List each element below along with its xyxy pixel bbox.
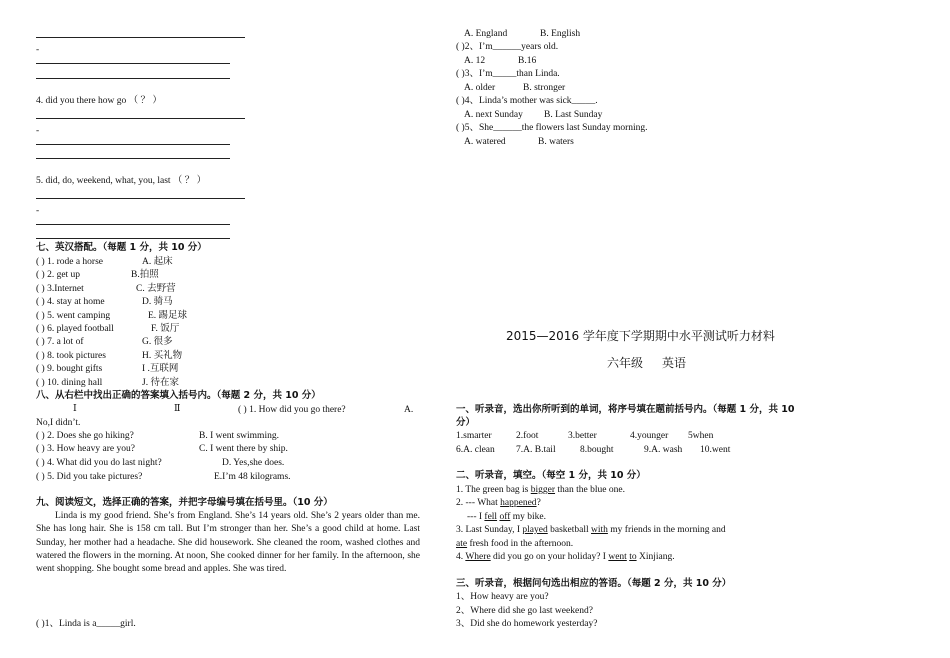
match-row-left: ( ) 2. get up xyxy=(36,270,81,280)
text: 3. Last Sunday, I xyxy=(456,525,523,535)
answer-line xyxy=(36,224,230,225)
text: did you go on your holiday? I xyxy=(490,552,609,562)
pairing-answer: E.I’m 48 kilograms. xyxy=(214,472,291,482)
text: ? xyxy=(536,498,541,508)
answer-word: happened xyxy=(500,498,537,508)
pairing-answer: D. Yes,she does. xyxy=(222,458,285,468)
match-row-left: ( ) 8. took pictures xyxy=(36,351,106,361)
answer-line xyxy=(36,198,245,199)
pairing-question: ( ) 3. How heavy are you? xyxy=(36,444,135,454)
word-option: 3.better xyxy=(568,431,597,441)
grade-label: 六年级 xyxy=(607,356,644,370)
match-row-right: B.拍照 xyxy=(131,270,159,280)
match-row-left: ( ) 4. stay at home xyxy=(36,297,105,307)
answer-word: ate xyxy=(456,539,468,549)
word-option: 5when xyxy=(688,431,714,441)
match-row-left: ( ) 7. a lot of xyxy=(36,337,84,347)
word-option: 10.went xyxy=(700,445,731,455)
section-9-title: 九、阅读短文，选择正确的答案，并把字母编号填在括号里。（10 分） xyxy=(36,497,333,508)
word-option: 6.A. clean xyxy=(456,445,495,455)
answer-line xyxy=(36,78,230,79)
answer-line xyxy=(36,144,230,145)
text: fresh food in the afternoon. xyxy=(467,539,574,549)
match-row-left: ( ) 6. played football xyxy=(36,324,114,334)
word-option: 9.A. wash xyxy=(644,445,683,455)
option-b: B. English xyxy=(540,29,581,39)
listening-question: 3、Did she do homework yesterday? xyxy=(456,619,598,629)
pairing-question: ( ) 4. What did you do last night? xyxy=(36,458,162,468)
text: 1. The green bag is xyxy=(456,485,531,495)
text: 4. xyxy=(456,552,466,562)
answer-word: fell xyxy=(484,512,498,522)
option-b: B. stronger xyxy=(523,83,566,93)
option-a: A. 12 xyxy=(464,56,486,66)
fill-line-2b xyxy=(467,511,546,523)
question-5: 5. did, do, weekend, what, you, last （ ？ ） xyxy=(36,176,207,186)
match-row-right: I .互联网 xyxy=(142,364,179,374)
match-row-left: ( ) 3.Internet xyxy=(36,284,84,294)
reading-question: ( )3、I’m_____than Linda. xyxy=(456,69,560,79)
match-row-left: ( ) 5. went camping xyxy=(36,311,111,321)
option-a: A. England xyxy=(464,29,508,39)
answer-line xyxy=(36,158,230,159)
section-7-title: 七、英汉搭配。（每题 1 分，共 10 分） xyxy=(36,242,207,253)
answer-line xyxy=(36,37,245,38)
question-4: 4. did you there how go （ ？ ） xyxy=(36,96,162,106)
word-option: 2.foot xyxy=(516,431,539,441)
dash-mark: - xyxy=(36,206,40,216)
pairing-question: ( ) 2. Does she go hiking? xyxy=(36,431,134,441)
match-row-right: J. 待在家 xyxy=(142,378,179,388)
pairing-answer-continued: No,I didn’t. xyxy=(36,418,81,428)
reading-question: ( )4、Linda’s mother was sick_____. xyxy=(456,96,598,106)
listening-section-1-title: 一、听录音，选出你所听到的单词，将序号填在题前括号内。（每题 1 分，共 10 xyxy=(456,404,795,415)
match-row-right: G. 很多 xyxy=(142,337,173,347)
text: 2. --- What xyxy=(456,498,501,508)
option-a: A. watered xyxy=(464,137,506,147)
match-row-left: ( ) 10. dining hall xyxy=(36,378,103,388)
dash-mark: - xyxy=(36,45,40,55)
column-header-2: Ⅱ xyxy=(174,404,181,414)
pairing-answer: B. I went swimming. xyxy=(199,431,279,441)
fill-line-2 xyxy=(456,497,541,509)
answer-word: with xyxy=(591,525,608,535)
text: Xinjiang. xyxy=(636,552,675,562)
pairing-answer: A. xyxy=(404,405,414,415)
option-b: B. waters xyxy=(538,137,574,147)
listening-section-1-title-cont: 分） xyxy=(456,417,476,428)
text: basketball xyxy=(547,525,591,535)
answer-word: to xyxy=(629,552,637,562)
listening-section-3-title: 三、听录音，根据问句选出相应的答语。（每题 2 分，共 10 分） xyxy=(456,578,732,589)
answer-line xyxy=(36,118,245,119)
match-row-right: C. 去野营 xyxy=(136,284,176,294)
option-b: B. Last Sunday xyxy=(544,110,603,120)
option-b: B.16 xyxy=(518,56,537,66)
fill-line-3 xyxy=(456,524,726,536)
pairing-question: ( ) 1. How did you go there? xyxy=(238,405,346,415)
match-row-right: D. 骑马 xyxy=(142,297,173,307)
pairing-question: ( ) 5. Did you take pictures? xyxy=(36,472,143,482)
subject-label: 英语 xyxy=(662,356,687,370)
text: my friends in the morning and xyxy=(607,525,726,535)
match-row-right: F. 饭厅 xyxy=(151,324,180,334)
word-option: 8.bought xyxy=(580,445,614,455)
match-row-right: A. 起床 xyxy=(142,257,173,267)
listening-question: 1、How heavy are you? xyxy=(456,592,549,602)
answer-line xyxy=(36,238,230,239)
word-option: 1.smarter xyxy=(456,431,492,441)
answer-word: Where xyxy=(465,552,491,562)
reading-passage: Linda is my good friend. She’s from England. She’s 14 years old. She’s 2 years older than me. She has long hair. She is 158 cm tall. But I’m stronger than her. She’s a good child at home. Last Sunday, her mother had a headache. She did housework. She cleaned the room, washed clothes and watered the flowers in the morning. At noon, She cooked dinner for her family. In the afternoon, she went shopping. She bought some bread and apples. She was tired. xyxy=(36,511,420,575)
text: than the blue one. xyxy=(555,485,625,495)
listening-section-2-title: 二、听录音，填空。（每空 1 分，共 10 分） xyxy=(456,470,646,481)
answer-word: bigger xyxy=(530,485,556,495)
option-a: A. next Sunday xyxy=(464,110,523,120)
answer-word: played xyxy=(522,525,548,535)
word-option: 4.younger xyxy=(630,431,669,441)
match-row-left: ( ) 1. rode a horse xyxy=(36,257,104,267)
answer-line xyxy=(36,63,230,64)
reading-question: ( )2、I’m______years old. xyxy=(456,42,559,52)
section-8-title: 八、从右栏中找出正确的答案填入括号内。（每题 2 分，共 10 分） xyxy=(36,390,321,401)
word-option: 7.A. B.tail xyxy=(516,445,556,455)
pairing-answer: C. I went there by ship. xyxy=(199,444,288,454)
match-row-left: ( ) 9. bought gifts xyxy=(36,364,103,374)
reading-question-1: ( )1、Linda is a_____girl. xyxy=(36,619,136,629)
fill-line-4 xyxy=(456,551,675,563)
match-row-right: H. 买礼物 xyxy=(142,351,183,361)
answer-word: went xyxy=(608,552,627,562)
column-header-1: Ⅰ xyxy=(73,404,77,414)
reading-question: ( )5、She______the flowers last Sunday morning. xyxy=(456,123,648,133)
option-a: A. older xyxy=(464,83,496,93)
answer-word: off xyxy=(499,512,511,522)
match-row-right: E. 踢足球 xyxy=(148,311,188,321)
dash-mark: - xyxy=(36,126,40,136)
fill-line-1 xyxy=(456,484,625,496)
listening-question: 2、Where did she go last weekend? xyxy=(456,606,593,616)
listening-material-title: 2015—2016 学年度下学期期中水平测试听力材料 xyxy=(506,329,775,343)
text: --- I xyxy=(467,512,485,522)
text: my bike. xyxy=(510,512,546,522)
fill-line-3b xyxy=(456,538,573,550)
